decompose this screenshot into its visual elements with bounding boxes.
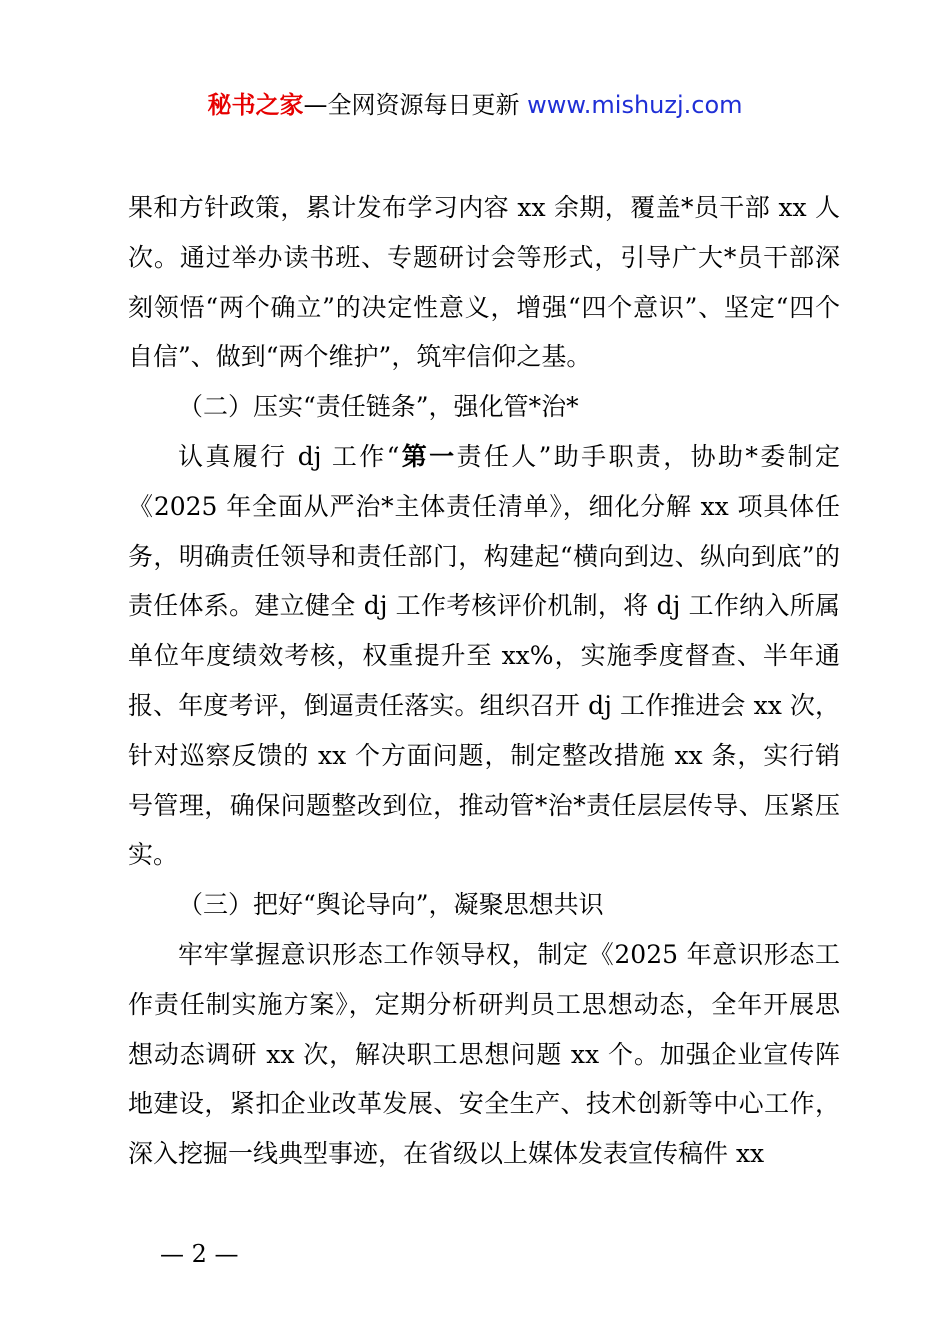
section-heading-2: （二）压实“责任链条”，强化管*治* [178,392,579,422]
paragraph-3: 牢牢掌握意识形态工作领导权，制定《2025 年意识形态工作责任制实施方案》，定期分析研判员工思想动态，全年开展思想动态调研 xx 次，解决职工思想问题 xx 个。加强企业宣传阵地建设，紧扣企业改革发展、安全生产、技术创新等中心工作，深入挖掘一线典型事迹，在省级以上媒体发表宣传稿件 xx [128,939,840,1169]
header-slogan: —全网资源每日更新 [303,91,528,119]
page-number: — 2 — [160,1240,239,1268]
brand-name: 秘书之家 [207,91,304,119]
paragraph-2-start: 认真履行 dj 工作“ [178,441,400,471]
section-heading-3: （三）把好“舆论导向”，凝聚思想共识 [178,890,604,920]
site-header [0,88,950,122]
document-body [128,183,840,1179]
paragraph-2-bold: 第一 [399,441,457,471]
paragraph-1: 果和方针政策，累计发布学习内容 xx 余期，覆盖*员干部 xx 人次。通过举办读书班、专题研讨会等形式，引导广大*员干部深刻领悟“两个确立”的决定性意义，增强“四个意识”、坚定“四个自信”、做到“两个维护”，筑牢信仰之基。 [128,193,840,372]
site-url[interactable]: www.mishuzj.com [527,91,743,119]
paragraph-2 [128,432,840,880]
paragraph-2-rest: 责任人”助手职责，协助*委制定《2025 年全面从严治*主体责任清单》，细化分解 xx 项具体任务，明确责任领导和责任部门，构建起“横向到边、纵向到底”的责任体系。建立健全 dj 工作考核评价机制，将 dj 工作纳入所属单位年度绩效考核，权重提升至 xx%，实施季度督查、半年通报、年度考评，倒逼责任落实。组织召开 dj 工作推进会 xx 次，针对巡察反馈的 xx 个方面问题，制定整改措施 xx 条，实行销号管理，确保问题整改到位，推动管*治*责任层层传导、压紧压实。 [128,441,840,870]
